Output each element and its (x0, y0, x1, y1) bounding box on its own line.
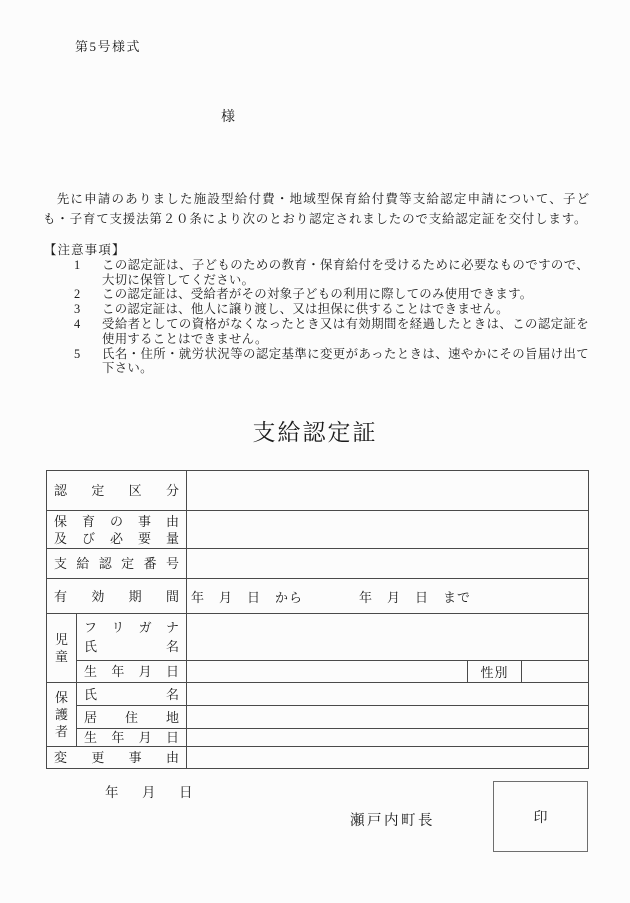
child-birthdate-label-text: 生 年 月 日 (84, 664, 179, 679)
validity-from-text: 年 月 日 から (191, 589, 304, 605)
guardian-birthdate-label-text: 生 年 月 日 (84, 730, 179, 745)
seal-box (493, 781, 588, 852)
certification-number-label (47, 549, 187, 579)
row-care-reason (47, 511, 589, 549)
sex-value (522, 661, 589, 683)
note-item-2 (44, 287, 589, 302)
guardian-name-value (187, 683, 589, 706)
note-item-5 (44, 347, 589, 377)
note-item-4 (44, 317, 589, 347)
guardian-address-label (77, 706, 187, 729)
change-reason-label-text: 変 更 事 由 (54, 750, 179, 765)
certification-number-label-text: 支 給 認 定 番 号 (54, 556, 179, 571)
guardian-birthdate-value (187, 729, 589, 747)
change-reason-label (47, 747, 187, 769)
row-validity-period (47, 579, 589, 614)
addressee-suffix: 様 (221, 110, 235, 125)
validity-to-text: 年 月 日 まで (359, 589, 472, 605)
note-number: 2 (74, 287, 81, 302)
child-name-label-text: 氏 名 (84, 639, 179, 654)
certification-table (46, 470, 589, 769)
validity-period-value (187, 579, 589, 614)
certification-number-value (187, 549, 589, 579)
note-text: この認定証は、子どものための教育・保育給付を受けるために必要なものですので、大切に保管してください。 (102, 257, 589, 287)
notes-section (44, 243, 589, 376)
care-reason-label-line1: 保 育 の 事 由 (54, 513, 179, 529)
change-reason-value (187, 747, 589, 769)
note-text: 受給者としての資格がなくなったとき又は有効期間を経過したときは、この認定証を使用することはできません。 (102, 316, 589, 346)
note-item-3 (44, 302, 589, 317)
validity-period-label (47, 579, 187, 614)
form-number: 第5号様式 (75, 39, 142, 54)
row-child-birthdate (47, 661, 589, 683)
child-name-value (187, 614, 589, 661)
child-furigana-name-label (77, 614, 187, 661)
row-guardian-name (47, 683, 589, 706)
intro-paragraph: 先に申請のありました施設型給付費・地域型保育給付費等支給認定申請について、子ども・子育て支援法第２０条により次のとおり認定されましたので支給認定証を交付します。 (43, 192, 590, 226)
issue-date-line: 年 月 日 (105, 785, 198, 800)
certification-category-label (47, 471, 187, 511)
certification-category-label-text: 認 定 区 分 (54, 483, 179, 498)
row-certification-number (47, 549, 589, 579)
note-number: 5 (74, 346, 81, 361)
care-reason-label-line2: 及 び 必 要 量 (54, 530, 179, 546)
child-group-label (47, 614, 77, 683)
child-birthdate-value (187, 661, 468, 683)
note-number: 3 (74, 302, 81, 317)
note-item-1 (44, 258, 589, 288)
guardian-name-label (77, 683, 187, 706)
row-guardian-birthdate (47, 729, 589, 747)
notes-header: 【注意事項】 (44, 243, 126, 257)
care-reason-value (187, 511, 589, 549)
guardian-group-label-text: 保 護 者 (54, 690, 68, 739)
note-number: 1 (74, 257, 81, 272)
guardian-address-label-text: 居 住 地 (84, 709, 179, 725)
child-group-label-text: 児 童 (54, 632, 68, 664)
care-reason-label (47, 511, 187, 549)
validity-period-label-text: 有 効 期 間 (54, 588, 179, 604)
guardian-group-label (47, 683, 77, 747)
child-birthdate-label (77, 661, 187, 683)
row-change-reason (47, 747, 589, 769)
certification-category-value (187, 471, 589, 511)
note-text: 氏名・住所・就労状況等の認定基準に変更があったときは、速やかにその旨届け出て下さい。 (102, 346, 589, 376)
guardian-birthdate-label (77, 729, 187, 747)
guardian-address-value (187, 706, 589, 729)
note-text: この認定証は、受給者がその対象子どもの利用に際してのみ使用できます。 (102, 287, 533, 302)
sex-label: 性別 (468, 661, 522, 683)
seal-label: 印 (533, 810, 548, 826)
note-text: この認定証は、他人に譲り渡し、又は担保に供することはできません。 (102, 302, 509, 317)
note-number: 4 (74, 316, 81, 331)
guardian-name-label-text: 氏 名 (84, 686, 179, 702)
page-title: 支給認定証 (252, 420, 378, 445)
row-child-name (47, 614, 589, 661)
issuer-title: 瀬戸内町長 (350, 813, 435, 829)
row-guardian-address (47, 706, 589, 729)
child-furigana-label-text: フ リ ガ ナ (84, 620, 179, 635)
row-certification-category (47, 471, 589, 511)
